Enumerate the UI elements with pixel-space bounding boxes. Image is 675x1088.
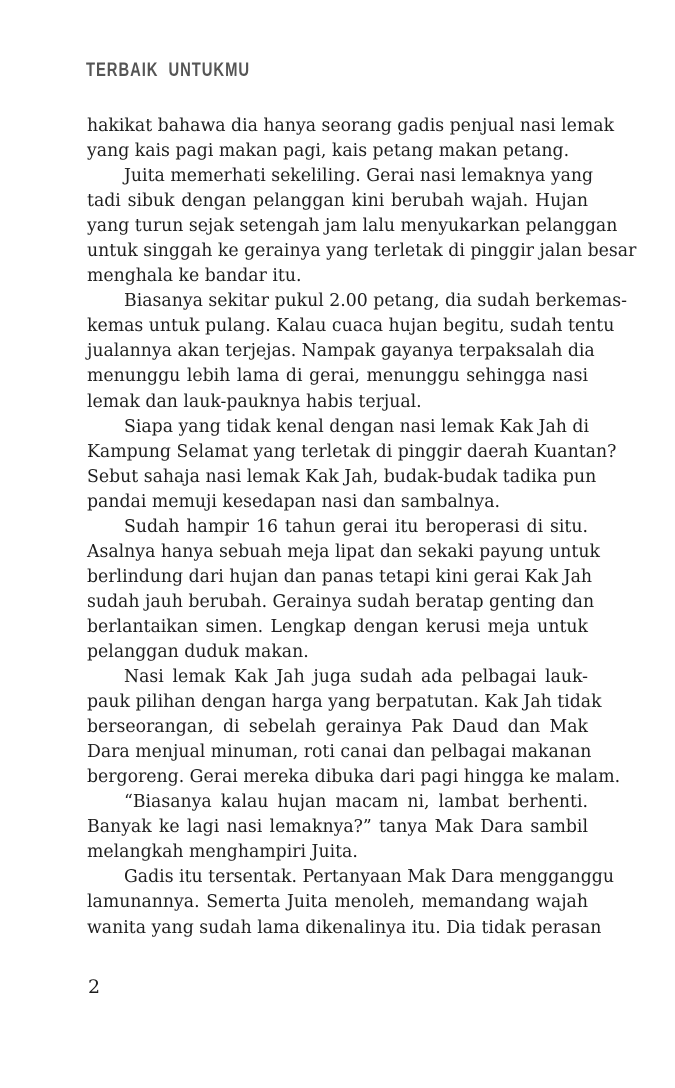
text-line: Sebut sahaja nasi lemak Kak Jah, budak-budak tadika pun bbox=[87, 466, 597, 487]
text-line: pandai memuji kesedapan nasi dan sambalnya. bbox=[87, 491, 500, 512]
text-line: Asalnya hanya sebuah meja lipat dan sekaki payung untuk bbox=[87, 541, 600, 562]
body-text bbox=[87, 114, 637, 941]
text-line: tadi sibuk dengan pelanggan kini berubah wajah. Hujan bbox=[87, 191, 588, 212]
text-line: yang kais pagi makan pagi, kais petang makan petang. bbox=[87, 141, 570, 162]
paragraph bbox=[87, 164, 637, 289]
text-line: Banyak ke lagi nasi lemaknya?” tanya Mak Dara sambil bbox=[87, 817, 588, 838]
text-line: sudah jauh berubah. Gerainya sudah beratap genting dan bbox=[87, 591, 595, 612]
paragraph bbox=[87, 790, 588, 865]
text-line: Gadis itu tersentak. Pertanyaan Mak Dara mengganggu bbox=[124, 867, 614, 888]
text-line: untuk singgah ke gerainya yang terletak di pinggir jalan besar bbox=[87, 241, 637, 262]
page-number: 2 bbox=[88, 976, 101, 998]
text-line: wanita yang sudah lama dikenalinya itu. Dia tidak perasan bbox=[87, 917, 602, 938]
text-line: bergoreng. Gerai mereka dibuka dari pagi hingga ke malam. bbox=[87, 767, 621, 788]
text-line: kemas untuk pulang. Kalau cuaca hujan begitu, sudah tentu bbox=[87, 316, 615, 337]
text-line: yang turun sejak setengah jam lalu menyukarkan pelanggan bbox=[87, 216, 618, 237]
text-line: lemak dan lauk-pauknya habis terjual. bbox=[87, 391, 422, 412]
text-line: lamunannya. Semerta Juita menoleh, memandang wajah bbox=[87, 892, 588, 913]
text-line: Siapa yang tidak kenal dengan nasi lemak Kak Jah di bbox=[124, 416, 589, 437]
text-line: Kampung Selamat yang terletak di pinggir daerah Kuantan? bbox=[87, 441, 617, 462]
text-line: jualannya akan terjejas. Nampak gayanya terpaksalah dia bbox=[87, 341, 595, 362]
text-line: Dara menjual minuman, roti canai dan pelbagai makanan bbox=[87, 742, 592, 763]
text-line: melangkah menghampiri Juita. bbox=[87, 842, 358, 863]
text-line: hakikat bahawa dia hanya seorang gadis penjual nasi lemak bbox=[87, 116, 615, 136]
text-line: berlantaikan simen. Lengkap dengan kerusi meja untuk bbox=[87, 616, 588, 637]
paragraph bbox=[87, 289, 628, 414]
running-head: TERBAIK UNTUKMU bbox=[86, 60, 250, 81]
text-line: Biasanya sekitar pukul 2.00 petang, dia sudah berkemas- bbox=[124, 291, 628, 312]
paragraph bbox=[87, 865, 614, 940]
text-line: menghala ke bandar itu. bbox=[87, 266, 302, 287]
text-line: Nasi lemak Kak Jah juga sudah ada pelbagai lauk- bbox=[124, 667, 588, 688]
text-line: berlindung dari hujan dan panas tetapi kini gerai Kak Jah bbox=[87, 566, 593, 587]
paragraph bbox=[87, 114, 615, 164]
paragraph bbox=[87, 515, 600, 665]
text-line: “Biasanya kalau hujan macam ni, lambat berhenti. bbox=[124, 792, 588, 813]
text-line: Sudah hampir 16 tahun gerai itu beroperasi di situ. bbox=[124, 516, 588, 537]
paragraph bbox=[87, 415, 617, 515]
text-line: pelanggan duduk makan. bbox=[87, 641, 309, 662]
text-line: berseorangan, di sebelah gerainya Pak Daud dan Mak bbox=[87, 717, 588, 738]
text-line: Juita memerhati sekeliling. Gerai nasi lemaknya yang bbox=[124, 166, 594, 187]
text-line: menunggu lebih lama di gerai, menunggu sehingga nasi bbox=[87, 366, 588, 387]
text-line: pauk pilihan dengan harga yang berpatutan. Kak Jah tidak bbox=[87, 692, 602, 713]
paragraph bbox=[87, 665, 621, 790]
